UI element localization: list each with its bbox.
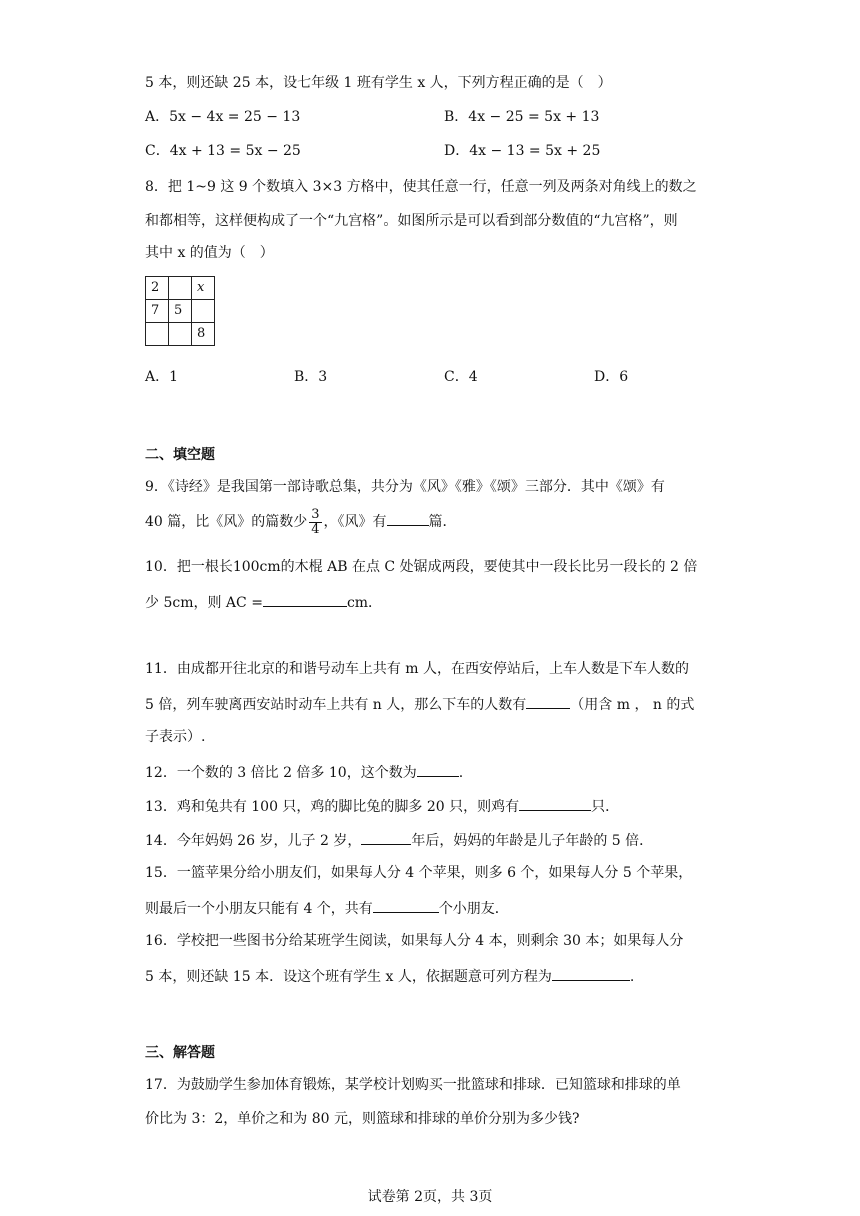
q9-line-2-post: ，《风》有 — [323, 514, 387, 530]
grid-cell: 8 — [192, 323, 215, 346]
grid-cell — [169, 277, 192, 300]
q8-option-d: D．6 — [594, 369, 629, 385]
grid-cell: 7 — [146, 300, 169, 323]
q12-line — [145, 762, 463, 782]
grid-cell: x — [192, 277, 215, 300]
q7-option-a: A．5x − 4x = 25 − 13 — [145, 109, 301, 125]
answer-blank[interactable] — [361, 830, 411, 845]
answer-blank[interactable] — [519, 796, 591, 811]
q17-line-2: 价比为 3：2，单价之和为 80 元，则篮球和排球的单价分别为多少钱? — [145, 1111, 580, 1127]
q16-line-2-pre: 5 本，则还缺 15 本．设这个班有学生 x 人，依据题意可列方程为 — [145, 969, 552, 985]
q8-line-2: 和都相等，这样便构成了一个“九宫格”。如图所示是可以看到部分数值的“九宫格”，则 — [145, 213, 678, 229]
q7-option-d: D．4x − 13 = 5x + 25 — [444, 143, 601, 159]
grid-cell — [146, 323, 169, 346]
q11-line-3: 子表示）. — [145, 729, 206, 745]
q14-end: 年后，妈妈的年龄是儿子年龄的 5 倍． — [411, 833, 654, 849]
page-footer: 试卷第 2页，共 3页 — [367, 1189, 493, 1205]
q10-line-2 — [145, 592, 382, 612]
grid-cell: 5 — [169, 300, 192, 323]
q9-line-2 — [145, 506, 457, 538]
q16-line-2 — [145, 966, 634, 986]
q12-end: . — [458, 765, 464, 781]
q11-line-2-pre: 5 倍，列车驶离西安站时动车上共有 n 人，那么下车的人数有 — [145, 697, 527, 713]
q9-line-2-pre: 40 篇，比《风》的篇数少 — [145, 514, 308, 530]
q13-end: 只． — [591, 799, 620, 815]
magic-square-grid — [145, 276, 215, 346]
q8-option-a: A．1 — [145, 369, 179, 385]
grid-cell — [169, 323, 192, 346]
q14-pre: 14．今年妈妈 26 岁，儿子 2 岁， — [145, 833, 362, 849]
q10-line-2-end: cm． — [346, 595, 383, 611]
q10-line-2-pre: 少 5cm，则 AC = — [145, 595, 263, 611]
fraction-denominator: 4 — [311, 521, 320, 537]
fraction-numerator: 3 — [311, 506, 320, 522]
q9-fraction — [309, 508, 321, 537]
answer-blank[interactable] — [373, 898, 439, 913]
section-title-fill-in: 二、填空题 — [145, 447, 215, 463]
q15-line-2 — [145, 898, 509, 918]
answer-blank[interactable] — [526, 694, 570, 709]
q13-line — [145, 796, 619, 816]
q13-pre: 13．鸡和兔共有 100 只，鸡的脚比兔的脚多 20 只，则鸡有 — [145, 799, 520, 815]
answer-blank[interactable] — [263, 592, 347, 607]
q7-stem: 5 本，则还缺 25 本，设七年级 1 班有学生 x 人，下列方程正确的是（ ） — [145, 75, 612, 91]
q16-line-1: 16．学校把一些图书分给某班学生阅读，如果每人分 4 本，则剩余 30 本；如果每人分 — [145, 933, 684, 949]
q11-line-2 — [145, 694, 694, 714]
q15-line-2-end: 个小朋友． — [438, 901, 509, 917]
q8-line-1: 8．把 1~9 这 9 个数填入 3×3 方格中，使其任意一行，任意一列及两条对角线上的数之 — [145, 179, 697, 195]
grid-cell: 2 — [146, 277, 169, 300]
q15-line-1: 15．一篮苹果分给小朋友们，如果每人分 4 个苹果，则多 6 个，如果每人分 5 个苹果， — [145, 865, 693, 881]
q7-option-b: B．4x − 25 = 5x + 13 — [444, 109, 600, 125]
q9-line-2-end: 篇． — [428, 514, 457, 530]
q11-line-2-end: （用含 m ， n 的式 — [570, 697, 695, 713]
grid-cell — [192, 300, 215, 323]
q8-option-b: B．3 — [294, 369, 328, 385]
section-title-solve: 三、解答题 — [145, 1045, 215, 1061]
q7-option-c: C．4x + 13 = 5x − 25 — [145, 143, 301, 159]
q8-line-3: 其中 x 的值为（ ） — [145, 245, 274, 261]
q14-line — [145, 830, 653, 850]
q15-line-2-pre: 则最后一个小朋友只能有 4 个，共有 — [145, 901, 373, 917]
q16-line-2-end: . — [629, 969, 635, 985]
answer-blank[interactable] — [417, 762, 459, 777]
q10-line-1: 10．把一根长100cm的木棍 AB 在点 C 处锯成两段，要使其中一段长比另一段长的 2 倍 — [145, 559, 698, 575]
answer-blank[interactable] — [552, 966, 630, 981]
q11-line-1: 11．由成都开往北京的和谐号动车上共有 m 人，在西安停站后，上车人数是下车人数的 — [145, 661, 689, 677]
q9-line-1: 9．《诗经》是我国第一部诗歌总集，共分为《风》《雅》《颂》三部分．其中《颂》有 — [145, 479, 665, 495]
answer-blank[interactable] — [387, 511, 429, 526]
q12-pre: 12．一个数的 3 倍比 2 倍多 10，这个数为 — [145, 765, 417, 781]
q8-option-c: C．4 — [444, 369, 478, 385]
q17-line-1: 17．为鼓励学生参加体育锻炼，某学校计划购买一批篮球和排球．已知篮球和排球的单 — [145, 1077, 681, 1093]
